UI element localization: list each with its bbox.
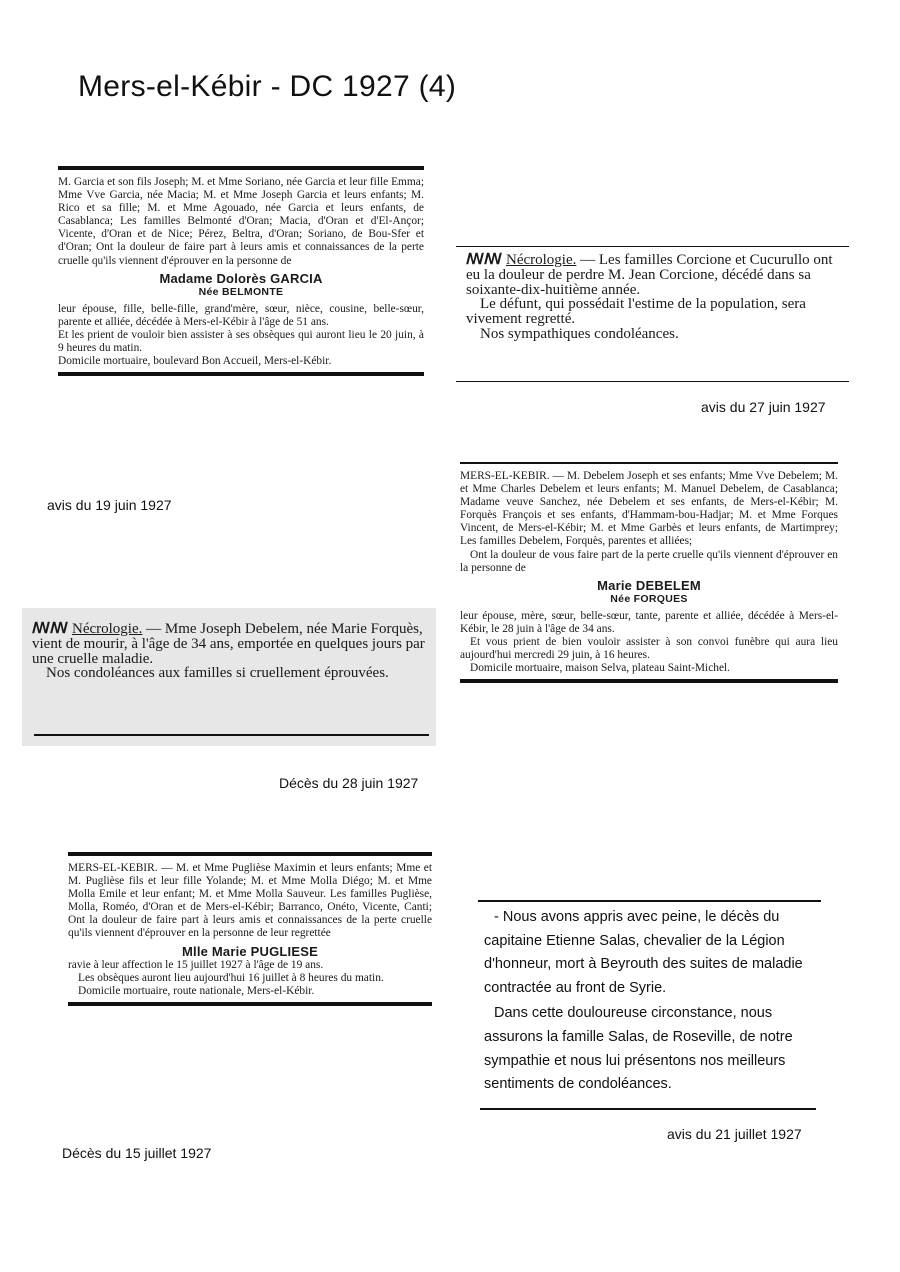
clipping-top-rule: [68, 852, 432, 856]
caption-corcione: avis du 27 juin 1927: [701, 399, 826, 415]
obituary-clipping-pugliese: [60, 852, 440, 1120]
clipping-funeral-info: Et vous prient de bien vouloir assister à son convoi funèbre qui aura lieu aujourd'hui mercredi 29 juin, à 16 heures.: [460, 636, 838, 662]
clipping-bottom-rule: [68, 1002, 432, 1006]
clipping-family-list: MERS-EL-KEBIR. — M. et Mme Puglièse Maximin et leurs enfants; Mme et M. Puglièse fils et leur fille Yolande; M. et Mme Molla Diégo; M. et Mme Molla Emile et leur enfant; M. et Mme Molla Sauveur. Les familles Puglièse, Molla, Roméo, d'Oran et de Mers-el-Kébir; Barranco, Onéto, Vicente, Canti; Ont la douleur de faire part à leurs amis et connaissances de la perte cruelle qu'ils viennent d'éprouver en la personne de leur regrettée: [68, 862, 432, 940]
clipping-family-list: MERS-EL-KEBIR. — M. Debelem Joseph et ses enfants; Mme Vve Debelem; M. et Mme Charles Debelem et leurs enfants; M. Manuel Debelem, de Casablanca; Madame veuve Sanchez, née Debelem et ses enfants, de Mers-el-Kébir; M. Forquès François et ses enfants, d'Hammam-bou-Hadjar; M. et Mme Forques Vincent, de Mers-el-Kébir; M. et Mme Garbès et leurs enfants, de Martimprey; Les familles Debelem, Forquès, parentes et alliées;: [460, 470, 838, 548]
clipping-residence: Domicile mortuaire, maison Selva, plateau Saint-Michel.: [470, 662, 731, 675]
necrology-heading: Nécrologie.: [71, 621, 143, 637]
necrology-text: — Mme Joseph Debelem, née Marie Forquès, vient de mourir, à l'âge de 34 ans, emportée en quelques jours par une cruelle maladie.: [32, 621, 425, 667]
salas-paragraph-2: Dans cette douloureuse circonstance, nous assurons la famille Salas, de Roseville, de notre sympathie et nous lui présentons nos meilleurs sentiments de condoléances.: [484, 1005, 793, 1093]
deceased-name: Madame Dolorès GARCIA: [159, 270, 323, 286]
necrology-text-2: Le défunt, qui possédait l'estime de la population, sera vivement regretté.: [466, 296, 806, 328]
necrology-clipping-debelem: [22, 608, 436, 746]
necrology-ornament-icon: ꟿꟿ: [466, 251, 502, 268]
salas-paragraph-1: - Nous avons appris avec peine, le décès du capitaine Etienne Salas, chevalier de la Légion d'honneur, mort à Beyrouth des suites de maladie contractée au front de Syrie.: [484, 909, 803, 996]
clipping-bottom-rule: [460, 679, 838, 683]
salas-bottom-rule: [480, 1108, 816, 1110]
caption-debelem: Décès du 28 juin 1927: [279, 775, 419, 791]
deceased-name: Marie DEBELEM: [597, 577, 701, 593]
clipping-family-list: M. Garcia et son fils Joseph; M. et Mme Soriano, née Garcia et leur fille Emma; Mme Vve Garcia, née Macia; M. et Mme Joseph Garcia et leurs enfants; M. Rico et sa fille; M. et Mme Agouado, née Garcia et leurs enfants, de Casablanca; Les familles Belmonté d'Oran; Macia, d'Oran et d'El-Ançor; Vicente, d'Oran et de Nice; Pérez, Beltra, d'Oran; Soriano, de Bou-Sfer et d'Oran; Ont la douleur de faire part à leurs amis et connaissances de la perte cruelle qu'ils viennent d'éprouver en la personne de: [58, 176, 424, 267]
necrology-bottom-rule: [34, 734, 429, 736]
necrology-text-2: Nos condoléances aux familles si cruellement éprouvées.: [46, 665, 389, 682]
clipping-residence: Domicile mortuaire, boulevard Bon Accueil, Mers-el-Kébir.: [58, 355, 332, 368]
necrology-heading: Nécrologie.: [505, 252, 577, 268]
clipping-funeral-info: Les obsèques auront lieu aujourd'hui 16 juillet à 8 heures du matin.: [78, 971, 384, 984]
necrology-clipping-corcione: [456, 246, 849, 382]
necrology-text-3: Nos sympathiques condoléances.: [480, 325, 679, 342]
clipping-residence: Domicile mortuaire, route nationale, Mers-el-Kébir.: [78, 984, 315, 997]
maiden-name: Née BELMONTE: [198, 285, 284, 298]
necrology-ornament-icon: ꟿꟿ: [32, 620, 68, 637]
obituary-clipping-debelem: [452, 462, 846, 812]
caption-garcia: avis du 19 juin 1927: [47, 497, 172, 513]
page-title: Mers-el-Kébir - DC 1927 (4): [78, 70, 457, 103]
clipping-top-rule: [58, 166, 424, 170]
obituary-clipping-garcia: [50, 166, 432, 482]
caption-salas: avis du 21 juillet 1927: [667, 1126, 802, 1142]
notice-salas: [484, 906, 820, 1097]
clipping-funeral-info: Et les prient de vouloir bien assister à ses obsèques qui auront lieu le 20 juin, à 9 heures du matin.: [58, 329, 424, 355]
clipping-relations: leur épouse, fille, belle-fille, grand'mère, sœur, nièce, cousine, belle-sœur, parente et alliée, décédée à Mers-el-Kébir à l'âge de 51 ans.: [58, 302, 424, 328]
caption-pugliese: Décès du 15 juillet 1927: [62, 1145, 212, 1161]
necrology-text: — Les familles Corcione et Cucurullo ont eu la douleur de perdre M. Jean Corcione, décédé dans sa soixante-dix-huitième année.: [466, 252, 833, 298]
clipping-relations: leur épouse, mère, sœur, belle-sœur, tante, parente et alliée, décédée à Mers-el-Kébir, le 28 juin à l'âge de 34 ans.: [460, 609, 838, 636]
salas-top-rule: [478, 900, 821, 902]
clipping-top-rule: [460, 462, 838, 464]
deceased-name: Mlle Marie PUGLIESE: [181, 943, 318, 959]
clipping-relations: ravie à leur affection le 15 juillet 1927 à l'âge de 19 ans.: [68, 958, 324, 971]
clipping-bottom-rule: [58, 372, 424, 376]
clipping-announcement: Ont la douleur de vous faire part de la perte cruelle qu'ils viennent d'éprouver en la personne de: [460, 548, 838, 574]
maiden-name: Née FORQUES: [610, 592, 688, 605]
